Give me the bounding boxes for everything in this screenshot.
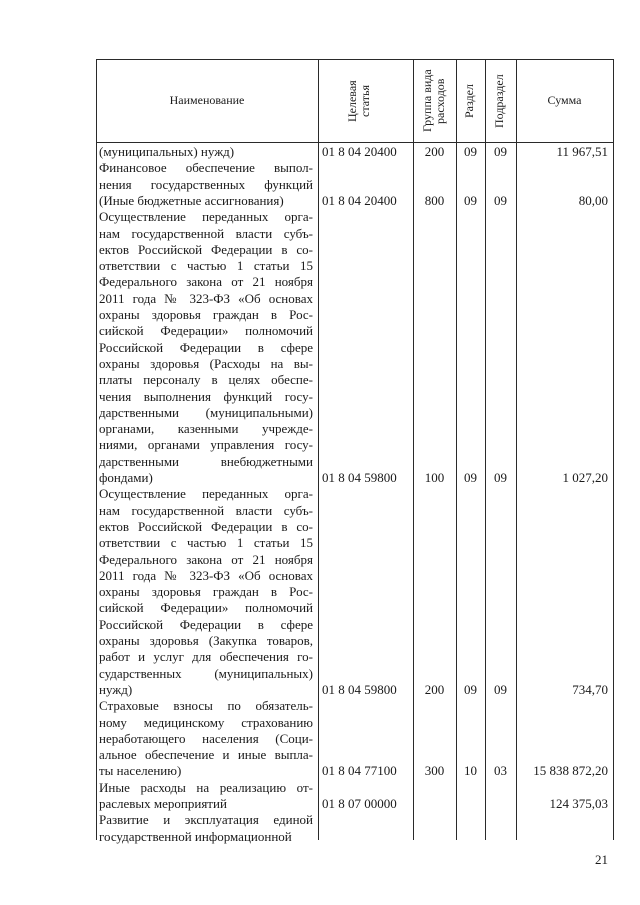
col-border-left	[96, 59, 97, 840]
row-name-line: сударственных (муниципальных)	[99, 665, 313, 681]
row-name-line: Российской Федерации в сфере	[99, 339, 313, 355]
row-name-line: ответствии с частью 1 статьи 15	[99, 258, 313, 274]
row-name-line: раслевых мероприятий	[99, 796, 227, 811]
row-name-line: охраны здоровья (Расходы на вы-	[99, 355, 313, 371]
row-section-code: 09	[464, 144, 477, 159]
row-name-line: дарственными (муниципальными)	[99, 404, 313, 420]
col-border-right	[613, 59, 614, 840]
row-name-line: фондами)	[99, 470, 153, 485]
row-name-line: Осуществление переданных орга-	[99, 486, 313, 502]
row-section-code: 09	[464, 470, 477, 485]
row-sum: 124 375,03	[549, 796, 608, 811]
row-name-line: Федерального закона от 21 ноября	[99, 551, 313, 567]
col-border-name	[318, 59, 319, 840]
row-name-line: охраны здоровья (Закупка товаров,	[99, 633, 313, 648]
row-name-line: чения выполнения функций госу-	[99, 388, 313, 404]
row-name-line: Развитие и эксплуатация единой	[99, 812, 313, 828]
header-group: Группа вида расходов	[420, 69, 447, 133]
row-name-line: 2011 года № 323-ФЗ «Об основах	[99, 567, 313, 583]
row-name-line: охраны здоровья граждан в Рос-	[99, 584, 313, 600]
row-name-line: неработающего населения (Соци-	[99, 730, 313, 746]
row-name-line: Финансовое обеспечение выпол-	[99, 160, 313, 176]
row-target-code: 01 8 04 20400	[322, 144, 397, 159]
row-target-code: 01 8 04 20400	[322, 192, 397, 208]
row-subsection-code: 09	[494, 192, 507, 208]
row-name-line: нужд)	[99, 681, 133, 697]
row-section-code: 09	[464, 681, 477, 697]
row-name-line: (муниципальных) нужд)	[99, 144, 235, 159]
header-target: Целевая статья	[345, 80, 372, 122]
header-section: Раздел	[462, 84, 476, 118]
row-name-line: ты населению)	[99, 763, 182, 779]
row-name-line: 2011 года № 323-ФЗ «Об основах	[99, 290, 313, 306]
row-name-line: Федерального закона от 21 ноября	[99, 274, 313, 290]
row-target-code: 01 8 04 59800	[322, 470, 397, 485]
col-border-code	[413, 59, 414, 840]
row-sum: 15 838 872,20	[533, 763, 608, 779]
row-sum: 80,00	[578, 192, 608, 208]
row-name-line: органами, казенными учрежде-	[99, 421, 313, 437]
row-name-line: сийской Федерации» полномочий	[99, 600, 313, 616]
header-sum: Сумма	[547, 93, 582, 107]
col-border-subsection	[516, 59, 517, 840]
row-name-line: нам государственной власти субъ-	[99, 225, 313, 241]
row-target-code: 01 8 04 59800	[322, 681, 397, 697]
row-group-code: 200	[424, 681, 445, 697]
header-bottom-border	[96, 142, 614, 143]
row-name-line: (Иные бюджетные ассигнования)	[99, 192, 284, 208]
row-name-line: ному медицинскому страхованию	[99, 714, 313, 730]
row-subsection-code: 09	[494, 470, 507, 485]
col-border-section	[485, 59, 486, 840]
row-name-line: сийской Федерации» полномочий	[99, 323, 313, 339]
row-name-line: Российской Федерации в сфере	[99, 616, 313, 632]
row-target-code: 01 8 07 00000	[322, 796, 397, 811]
row-target-code: 01 8 04 77100	[322, 763, 397, 779]
col-border-group	[456, 59, 457, 840]
row-name-line: государственной информационной	[99, 828, 292, 844]
row-name-line: платы персоналу в целях обеспе-	[99, 372, 313, 388]
row-sum: 11 967,51	[556, 144, 608, 159]
row-section-code: 09	[464, 192, 477, 208]
row-sum: 1 027,20	[562, 470, 608, 485]
row-name-line: ниями, органами управления госу-	[99, 437, 313, 453]
row-name-line: Осуществление переданных орга-	[99, 209, 313, 225]
row-name-line: ответствии с частью 1 статьи 15	[99, 535, 313, 551]
row-name-line: ектов Российской Федерации в со-	[99, 241, 313, 257]
row-name-line: нения государственных функций	[99, 176, 313, 192]
row-name-line: альное обеспечение и иные выпла-	[99, 747, 313, 763]
row-group-code: 100	[424, 470, 445, 485]
row-sum: 734,70	[572, 681, 608, 697]
row-section-code: 10	[464, 763, 477, 779]
row-group-code: 800	[424, 192, 445, 208]
row-name-line: нам государственной власти субъ-	[99, 502, 313, 518]
row-name-line: работ и услуг для обеспечения го-	[99, 649, 313, 665]
row-subsection-code: 09	[494, 144, 507, 159]
row-subsection-code: 09	[494, 681, 507, 697]
row-name-line: дарственными внебюджетными	[99, 453, 313, 469]
row-name-line: ектов Российской Федерации в со-	[99, 518, 313, 534]
page-number: 21	[595, 852, 608, 867]
row-group-code: 200	[424, 144, 445, 159]
row-group-code: 300	[424, 763, 445, 779]
row-name-line: охраны здоровья граждан в Рос-	[99, 307, 313, 322]
header-name: Наименование	[169, 93, 245, 107]
header-subsection: Подраздел	[492, 74, 506, 128]
row-subsection-code: 03	[494, 763, 507, 779]
table-top-border	[96, 59, 614, 60]
row-name-line: Иные расходы на реализацию от-	[99, 779, 313, 795]
row-name-line: Страховые взносы по обязатель-	[99, 698, 313, 714]
